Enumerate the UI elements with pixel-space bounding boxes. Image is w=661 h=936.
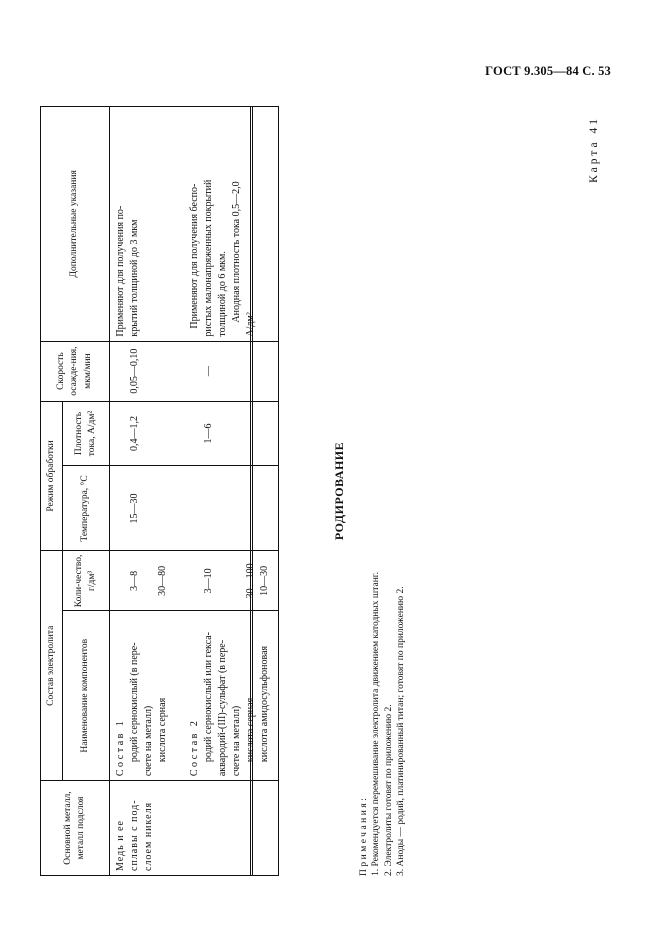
footnotes-heading: Примечания: [359,795,369,876]
table-row [180,107,279,876]
speed-value: — [203,366,214,377]
footnotes [358,106,407,876]
composition-1-label: Состав 1 [115,718,126,777]
temperature-1-cell [110,466,181,551]
rotated-page-content [40,106,600,876]
header-quantity: Коли-чество, г/дм³ [63,551,110,611]
quantity-value: 3—8 [129,570,140,591]
component-line: счете на металл) [143,705,154,777]
current-density-value: 1—6 [203,423,214,444]
note-line: толщиной до 6 мкм. [217,251,228,337]
component-line: аквародий-(III)-сульфат (в пере- [217,639,228,777]
notes-2-cell [180,107,279,342]
current-density-2-cell [180,401,279,466]
current-density-value: 0,4—1,2 [129,416,140,452]
table-row [110,107,181,876]
header-notes: Дополнительные указания [41,107,110,342]
quantity-value: 10—30 [259,565,270,596]
footnote-item: 2. Электролиты готовят по приложению 2. [383,704,394,876]
note-line: Применяют для получения по- [115,205,126,337]
note-line: А/дм² [245,312,256,337]
composition-1-cell [110,611,181,781]
component-line: счете на металл) [231,705,242,777]
component-line: кислота серная [157,697,168,763]
quantity-value: 30—80 [157,565,168,596]
card-number: Карта 41 [588,116,600,183]
temperature-2-cell [180,466,279,551]
header-current-density: Плотность тока, А/дм² [63,401,110,466]
component-line: кислота амидосульфоновая [259,645,270,763]
header-speed: Скорость осажде-ния, мкм/мин [41,341,110,401]
header-mode: Режим обработки [41,401,63,551]
quantity-2-cell [180,551,279,611]
electroplating-table [40,106,279,876]
current-density-1-cell [110,401,181,466]
note-line: Применяют для получения беспо- [189,183,200,329]
quantity-1-cell [110,551,181,611]
header-base-metal: Основной металл, металл подслоя [41,781,110,876]
table-title: РОДИРОВАНИЕ [332,441,346,541]
note-line: крытий толщиной до 3 мкм [129,219,140,337]
composition-2-cell [180,611,279,781]
header-component-name: Наименование компонентов [63,611,110,781]
note-line: Анодная плотность тока 0,5—2,0 [231,181,242,323]
base-metal-cell: Медь и ее сплавы с под-слоем никеля [110,781,279,876]
notes-1-cell [110,107,181,342]
component-line: родий сернокислый (в пере- [129,642,140,763]
speed-value: 0,05—0,10 [129,348,140,394]
note-line: ристых малонапряженных покрытий [203,179,214,337]
speed-1-cell [110,341,181,401]
speed-2-cell [180,341,279,401]
footnote-item: 3. Аноды — родий, платинированный титан; готовят по приложению 2. [396,586,407,876]
composition-2-label: Состав 2 [189,718,200,777]
component-line: кислота серная [245,697,256,763]
header-electrolyte: Состав электролита [41,551,63,781]
component-line: родий сернокислый или гекса- [203,632,214,763]
header-temperature: Температура, °С [63,466,110,551]
quantity-value: 30—100 [245,563,256,599]
page-header: ГОСТ 9.305—84 С. 53 [485,64,611,78]
temperature-value: 15—30 [129,493,140,524]
quantity-value: 3—10 [203,568,214,594]
footnote-item: 1. Рекомендуется перемешивание электролита движением катодных штанг. [371,572,382,876]
